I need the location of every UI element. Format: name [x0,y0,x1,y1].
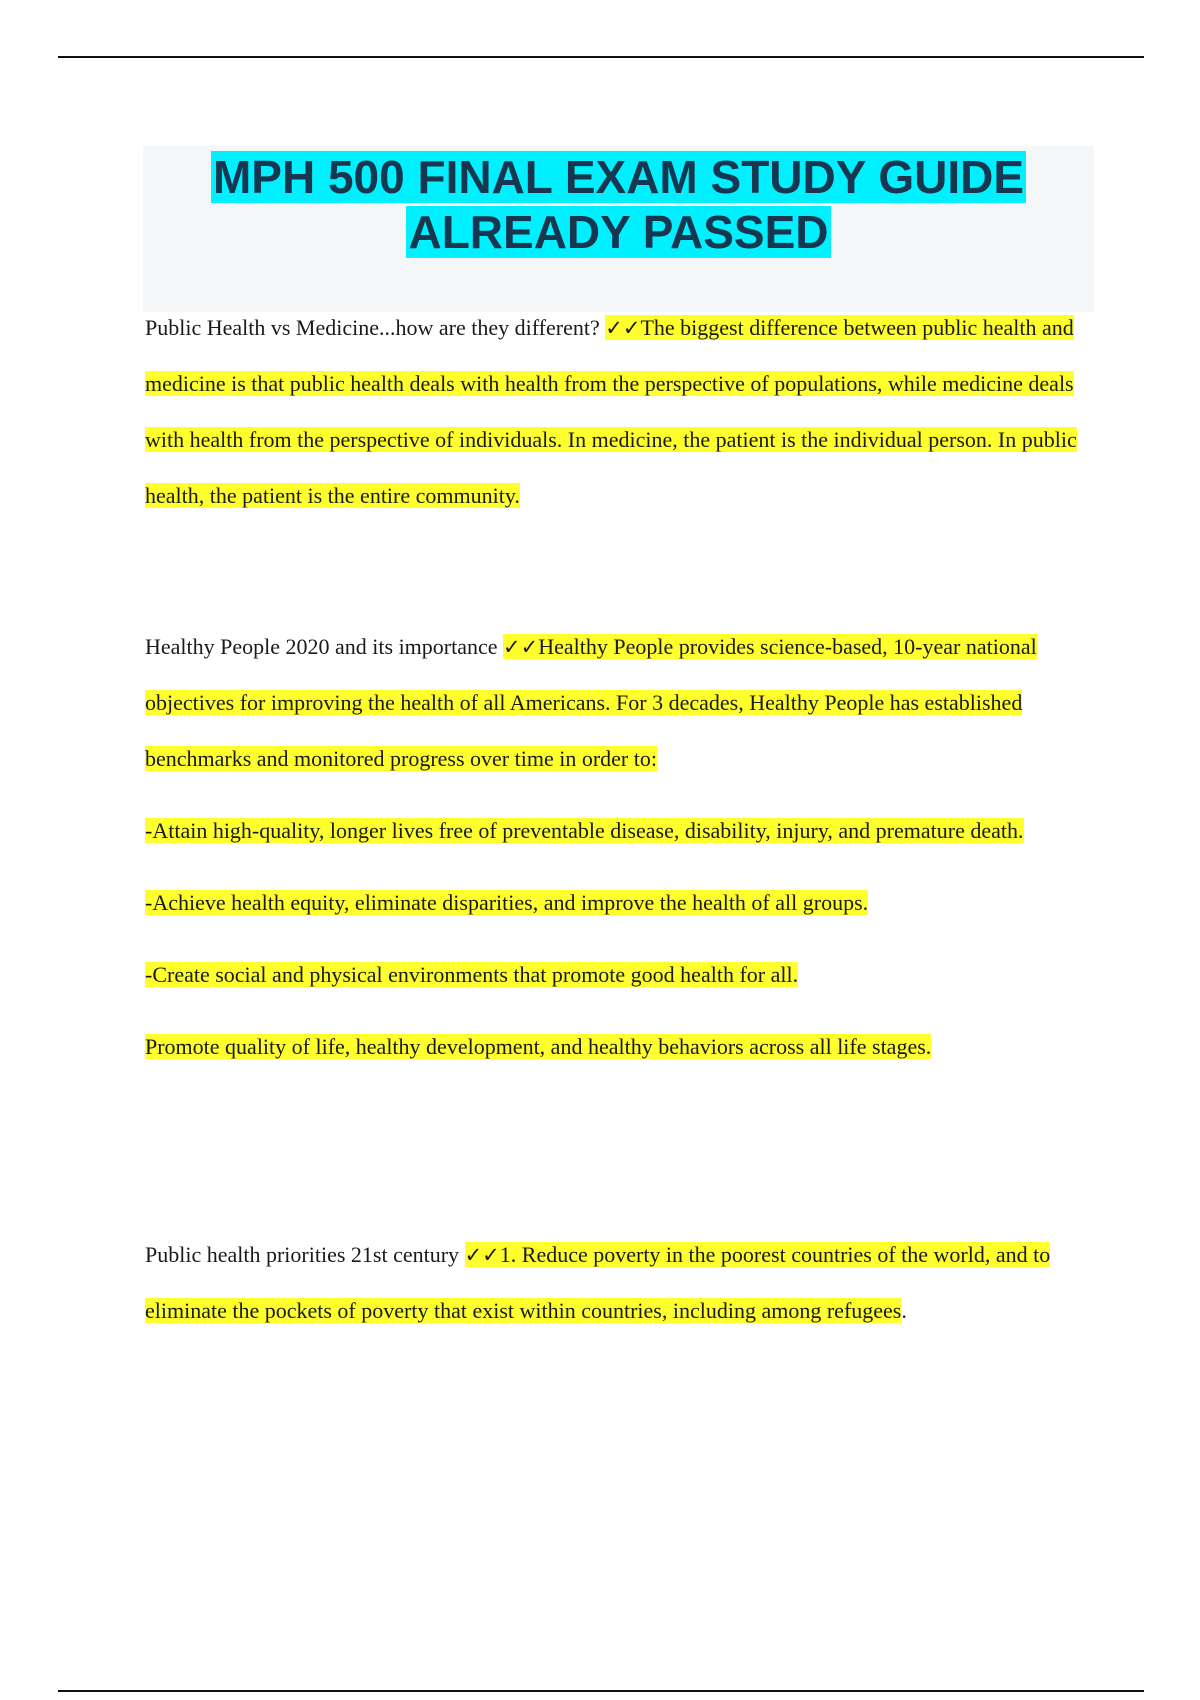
bullet-item: -Achieve health equity, eliminate disparities, and improve the health of all groups. [145,890,869,915]
double-check-icon: ✓✓ [464,1243,500,1267]
answer-text: Healthy People provides science-based, 10-year national objectives for improving the health of all Americans. For 3 decades, Healthy People has established benchmarks and monitored progress over time in order to: [145,634,1037,771]
top-rule [58,56,1144,58]
document-title [143,146,1094,260]
question-text: Healthy People 2020 and its importance [145,634,498,659]
double-check-icon: ✓✓ [605,316,641,340]
trailing-period: . [901,1298,907,1323]
bottom-rule [58,1690,1144,1692]
qa-block-1 [145,300,1085,524]
qa-block-3 [145,1227,1085,1339]
answer-text: The biggest difference between public health and medicine is that public health deals with health from the perspective of populations, while medicine deals with health from the perspective of individuals. In medicine, the patient is the individual person. In public health, the patient is the entire community. [145,315,1077,508]
double-check-icon: ✓✓ [503,635,539,659]
title-banner [143,146,1094,312]
qa-block-2 [145,619,1085,1075]
question-text: Public Health vs Medicine...how are they different? [145,315,600,340]
title-line-1: MPH 500 FINAL EXAM STUDY GUIDE [212,151,1025,203]
title-line-2: ALREADY PASSED [408,206,829,258]
bullet-item: Promote quality of life, healthy development, and healthy behaviors across all life stages. [145,1034,932,1059]
question-text: Public health priorities 21st century [145,1242,460,1267]
bullet-item: -Attain high-quality, longer lives free of preventable disease, disability, injury, and premature death. [145,818,1024,843]
bullet-item: -Create social and physical environments that promote good health for all. [145,962,799,987]
answer-text: 1. Reduce poverty in the poorest countries of the world, and to eliminate the pockets of poverty that exist within countries, including among refugees [145,1242,1051,1323]
